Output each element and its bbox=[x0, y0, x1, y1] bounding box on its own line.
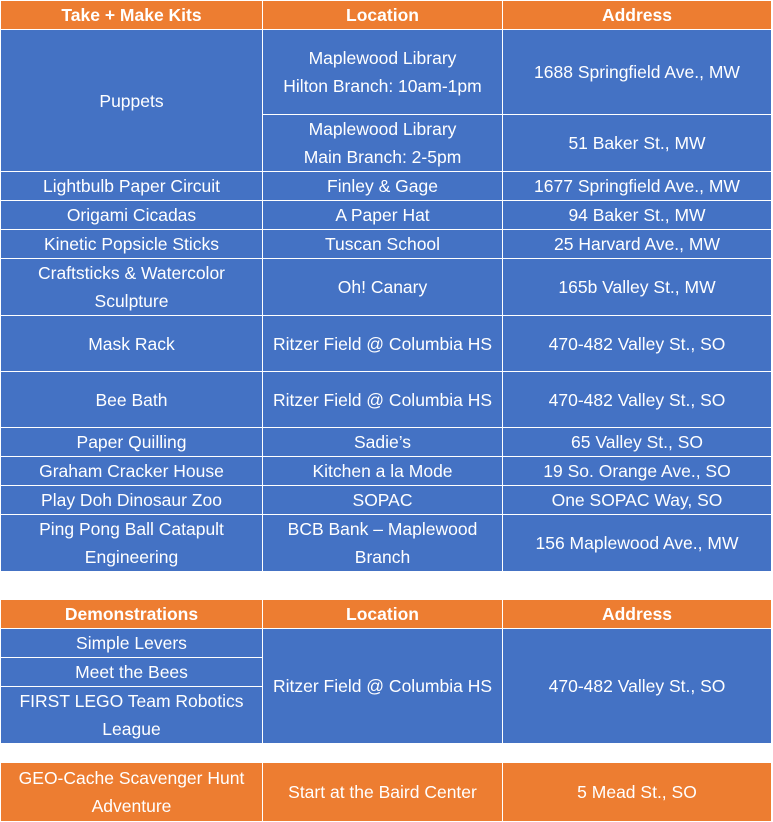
demos-header-row bbox=[1, 600, 772, 629]
geocache-address-cell: 5 Mead St., SO bbox=[503, 763, 772, 822]
blank-cell bbox=[1, 572, 263, 600]
header-location: Location bbox=[263, 1, 503, 30]
table-row bbox=[1, 259, 772, 316]
address-cell: 165b Valley St., MW bbox=[503, 259, 772, 316]
blank-cell bbox=[263, 572, 503, 600]
demo-name-cell: FIRST LEGO Team Robotics League bbox=[1, 687, 263, 744]
blank-cell bbox=[503, 744, 772, 763]
location-cell: SOPAC bbox=[263, 486, 503, 515]
table-row bbox=[1, 629, 772, 658]
table-row bbox=[1, 428, 772, 457]
kit-name-cell: Puppets bbox=[1, 30, 263, 172]
spacer-row bbox=[1, 572, 772, 600]
location-hours: Main Branch: 2-5pm bbox=[303, 147, 462, 167]
demo-name-cell: Simple Levers bbox=[1, 629, 263, 658]
kit-name-cell: Lightbulb Paper Circuit bbox=[1, 172, 263, 201]
location-cell: Ritzer Field @ Columbia HS bbox=[263, 316, 503, 372]
location-line: Maplewood Library bbox=[308, 119, 457, 139]
header-location: Location bbox=[263, 600, 503, 629]
address-cell: 25 Harvard Ave., MW bbox=[503, 230, 772, 259]
header-address: Address bbox=[503, 1, 772, 30]
address-cell: 51 Baker St., MW bbox=[503, 115, 772, 172]
spacer-row bbox=[1, 744, 772, 763]
address-cell: 19 So. Orange Ave., SO bbox=[503, 457, 772, 486]
address-cell: 1688 Springfield Ave., MW bbox=[503, 30, 772, 115]
address-cell: 156 Maplewood Ave., MW bbox=[503, 515, 772, 572]
table-row bbox=[1, 763, 772, 822]
table-row bbox=[1, 515, 772, 572]
kit-name-cell: Paper Quilling bbox=[1, 428, 263, 457]
location-hours: Hilton Branch: 10am-1pm bbox=[283, 76, 482, 96]
location-cell: Finley & Gage bbox=[263, 172, 503, 201]
table-row bbox=[1, 30, 772, 115]
location-cell: BCB Bank – Maplewood Branch bbox=[263, 515, 503, 572]
kit-name-cell: Bee Bath bbox=[1, 372, 263, 428]
header-take-make-kits: Take + Make Kits bbox=[1, 1, 263, 30]
address-cell: 94 Baker St., MW bbox=[503, 201, 772, 230]
location-line: Maplewood Library bbox=[308, 48, 457, 68]
table-row bbox=[1, 172, 772, 201]
header-demonstrations: Demonstrations bbox=[1, 600, 263, 629]
blank-cell bbox=[263, 744, 503, 763]
location-cell bbox=[263, 30, 503, 115]
blank-cell bbox=[1, 744, 263, 763]
address-cell: 65 Valley St., SO bbox=[503, 428, 772, 457]
kits-header-row bbox=[1, 1, 772, 30]
kit-name-cell: Kinetic Popsicle Sticks bbox=[1, 230, 263, 259]
table-row bbox=[1, 316, 772, 372]
kit-name-cell: Craftsticks & Watercolor Sculpture bbox=[1, 259, 263, 316]
address-cell: 470-482 Valley St., SO bbox=[503, 372, 772, 428]
location-cell: Tuscan School bbox=[263, 230, 503, 259]
kit-name-cell: Play Doh Dinosaur Zoo bbox=[1, 486, 263, 515]
location-cell: A Paper Hat bbox=[263, 201, 503, 230]
table-row bbox=[1, 372, 772, 428]
address-cell: One SOPAC Way, SO bbox=[503, 486, 772, 515]
demo-address-cell: 470-482 Valley St., SO bbox=[503, 629, 772, 744]
location-cell: Oh! Canary bbox=[263, 259, 503, 316]
location-cell bbox=[263, 115, 503, 172]
geocache-name-cell: GEO-Cache Scavenger Hunt Adventure bbox=[1, 763, 263, 822]
table-row bbox=[1, 457, 772, 486]
demo-location-cell: Ritzer Field @ Columbia HS bbox=[263, 629, 503, 744]
kit-name-cell: Graham Cracker House bbox=[1, 457, 263, 486]
location-cell: Sadie’s bbox=[263, 428, 503, 457]
address-cell: 470-482 Valley St., SO bbox=[503, 316, 772, 372]
table-row bbox=[1, 486, 772, 515]
table-row bbox=[1, 230, 772, 259]
address-cell: 1677 Springfield Ave., MW bbox=[503, 172, 772, 201]
table-row bbox=[1, 201, 772, 230]
kit-name-cell: Origami Cicadas bbox=[1, 201, 263, 230]
blank-cell bbox=[503, 572, 772, 600]
header-address: Address bbox=[503, 600, 772, 629]
geocache-location-cell: Start at the Baird Center bbox=[263, 763, 503, 822]
kit-name-cell: Ping Pong Ball Catapult Engineering bbox=[1, 515, 263, 572]
demo-name-cell: Meet the Bees bbox=[1, 658, 263, 687]
kit-name-cell: Mask Rack bbox=[1, 316, 263, 372]
location-cell: Kitchen a la Mode bbox=[263, 457, 503, 486]
location-cell: Ritzer Field @ Columbia HS bbox=[263, 372, 503, 428]
